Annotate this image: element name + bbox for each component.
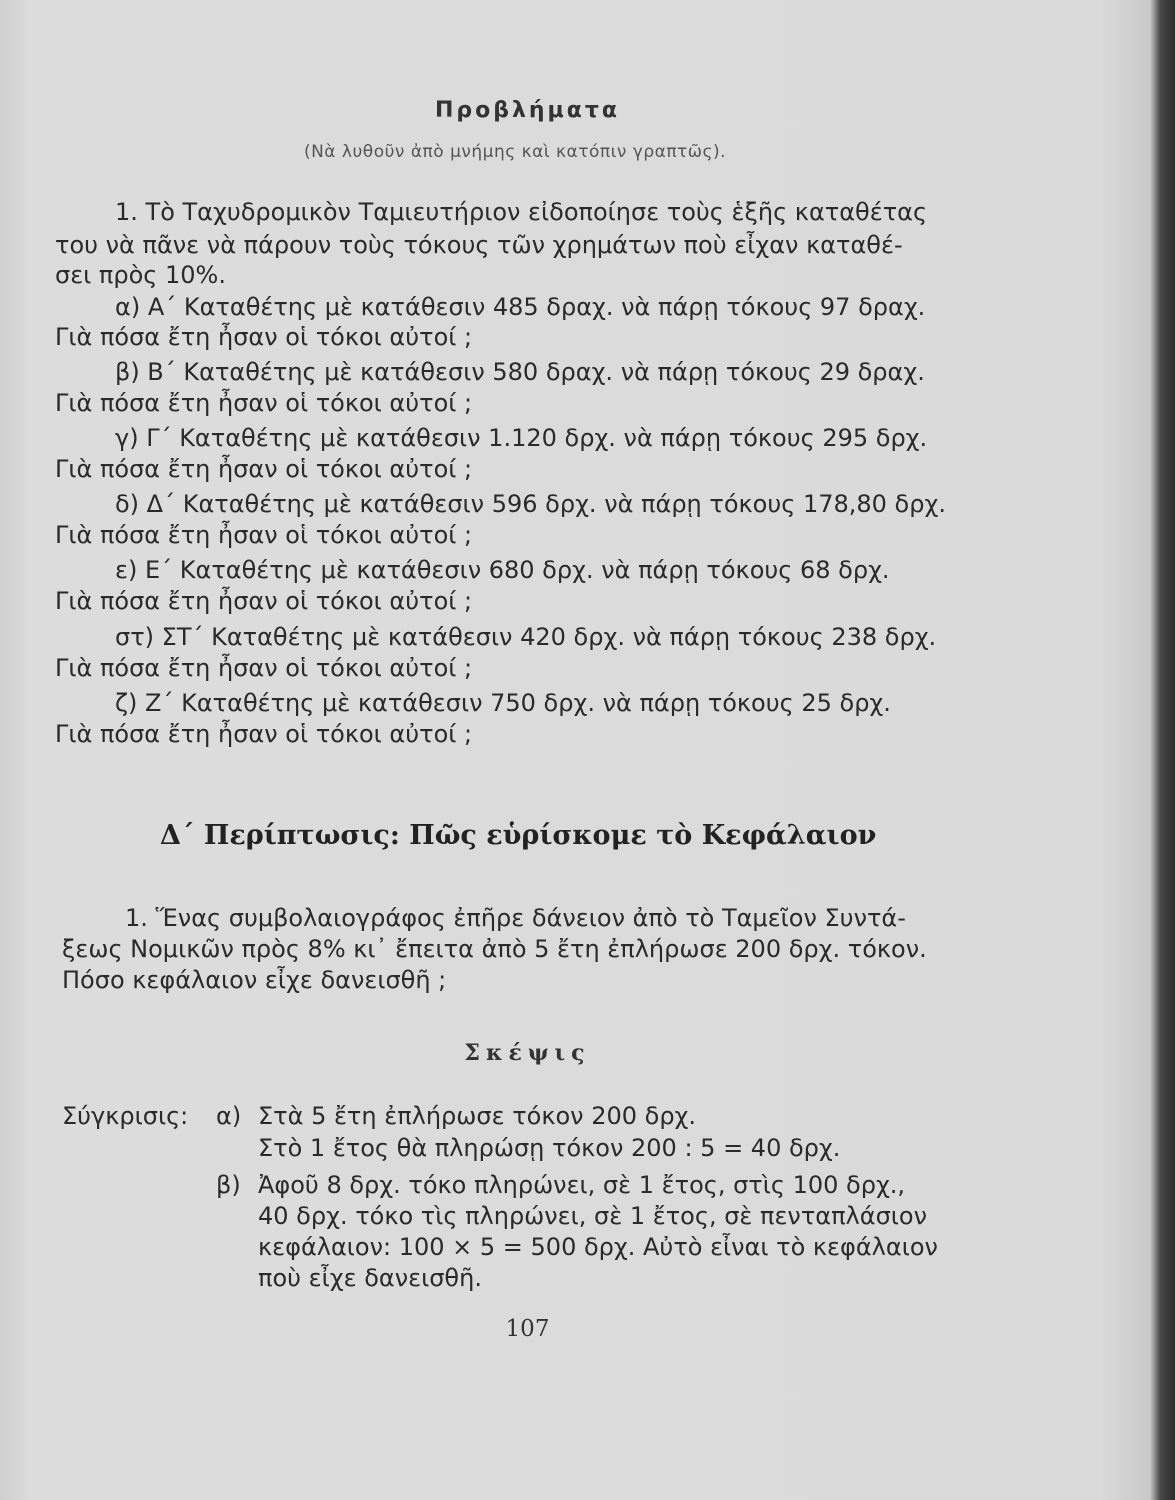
point-b-line: ποὺ εἶχε δανεισθῆ. xyxy=(258,1264,482,1292)
problem-item-question: Γιὰ πόσα ἔτη ἦσαν οἱ τόκοι αὐτοί ; xyxy=(55,323,473,351)
problem-item-question: Γιὰ πόσα ἔτη ἦσαν οἱ τόκοι αὐτοί ; xyxy=(55,389,473,417)
problem-item-question: Γιὰ πόσα ἔτη ἦσαν οἱ τόκοι αὐτοί ; xyxy=(55,720,473,748)
problem2-line: 1. Ἕνας συμβολαιογράφος ἐπῆρε δάνειον ἀπὸ τὸ Ταμεῖον Συντά- xyxy=(125,904,906,932)
page-number: 107 xyxy=(505,1316,550,1342)
problem-item-question: Γιὰ πόσα ἔτη ἦσαν οἱ τόκοι αὐτοί ; xyxy=(55,654,473,682)
problem-item-line: ε) Ε΄ Καταθέτης μὲ κατάθεσιν 680 δρχ. νὰ πάρῃ τόκους 68 δρχ. xyxy=(115,556,890,584)
page-subtitle: (Νὰ λυθοῦν ἀπὸ μνήμης καὶ κατόπιν γραπτῶς). xyxy=(303,142,727,162)
problem-item-question: Γιὰ πόσα ἔτη ἦσαν οἱ τόκοι αὐτοί ; xyxy=(55,455,473,483)
point-a-line: Στὰ 5 ἔτη ἐπλήρωσε τόκον 200 δρχ. xyxy=(258,1102,697,1130)
page-title: Προβλήματα xyxy=(434,98,621,123)
problem-item-line: ζ) Ζ΄ Καταθέτης μὲ κατάθεσιν 750 δρχ. νὰ πάρῃ τόκους 25 δρχ. xyxy=(115,689,891,717)
point-b-line: κεφάλαιον: 100 × 5 = 500 δρχ. Αὐτὸ εἶναι τὸ κεφάλαιον xyxy=(258,1233,938,1261)
point-b-line: 40 δρχ. τόκο τὶς πληρώνει, σὲ 1 ἔτος, σὲ πενταπλάσιον xyxy=(258,1202,927,1230)
point-b-marker: β) xyxy=(216,1171,241,1199)
problem2-line: Πόσο κεφάλαιον εἶχε δανεισθῆ ; xyxy=(62,966,447,994)
section-heading: Δ΄ Περίπτωσις: Πῶς εὑρίσκομε τὸ Κεφάλαιον xyxy=(160,820,877,851)
problem-item-question: Γιὰ πόσα ἔτη ἦσαν οἱ τόκοι αὐτοί ; xyxy=(55,587,473,615)
point-b-line: Ἀφοῦ 8 δρχ. τόκο πληρώνει, σὲ 1 ἔτος, στὶς 100 δρχ., xyxy=(258,1171,906,1199)
problem-item-line: γ) Γ΄ Καταθέτης μὲ κατάθεσιν 1.120 δρχ. νὰ πάρῃ τόκους 295 δρχ. xyxy=(115,424,928,452)
problem-item-line: στ) ΣΤ΄ Καταθέτης μὲ κατάθεσιν 420 δρχ. νὰ πάρῃ τόκους 238 δρχ. xyxy=(115,623,937,651)
problem-item-line: α) Α΄ Καταθέτης μὲ κατάθεσιν 485 δραχ. νὰ πάρῃ τόκους 97 δραχ. xyxy=(115,293,926,321)
point-a-line: Στὸ 1 ἔτος θὰ πληρώσῃ τόκον 200 : 5 = 40 δρχ. xyxy=(258,1134,841,1162)
comparison-label: Σύγκρισις: xyxy=(62,1102,189,1130)
problem-intro-line: σει πρὸς 10%. xyxy=(55,261,226,289)
problem-item-question: Γιὰ πόσα ἔτη ἦσαν οἱ τόκοι αὐτοί ; xyxy=(55,521,473,549)
problem-intro-line: 1. Τὸ Ταχυδρομικὸν Ταμιευτήριον εἰδοποίησε τοὺς ἑξῆς καταθέτας xyxy=(115,198,928,226)
problem-item-line: δ) Δ΄ Καταθέτης μὲ κατάθεσιν 596 δρχ. νὰ πάρῃ τόκους 178,80 δρχ. xyxy=(115,490,946,518)
problem2-line: ξεως Νομικῶν πρὸς 8% κι᾽ ἔπειτα ἀπὸ 5 ἔτη ἐπλήρωσε 200 δρχ. τόκον. xyxy=(62,935,927,963)
problem-item-line: β) Β΄ Καταθέτης μὲ κατάθεσιν 580 δραχ. νὰ πάρῃ τόκους 29 δραχ. xyxy=(115,358,925,386)
problem-intro-line: του νὰ πᾶνε νὰ πάρουν τοὺς τόκους τῶν χρημάτων ποὺ εἶχαν καταθέ- xyxy=(55,231,903,259)
skepsis-title: Σκέψις xyxy=(464,1040,591,1066)
point-a-marker: α) xyxy=(216,1102,242,1130)
